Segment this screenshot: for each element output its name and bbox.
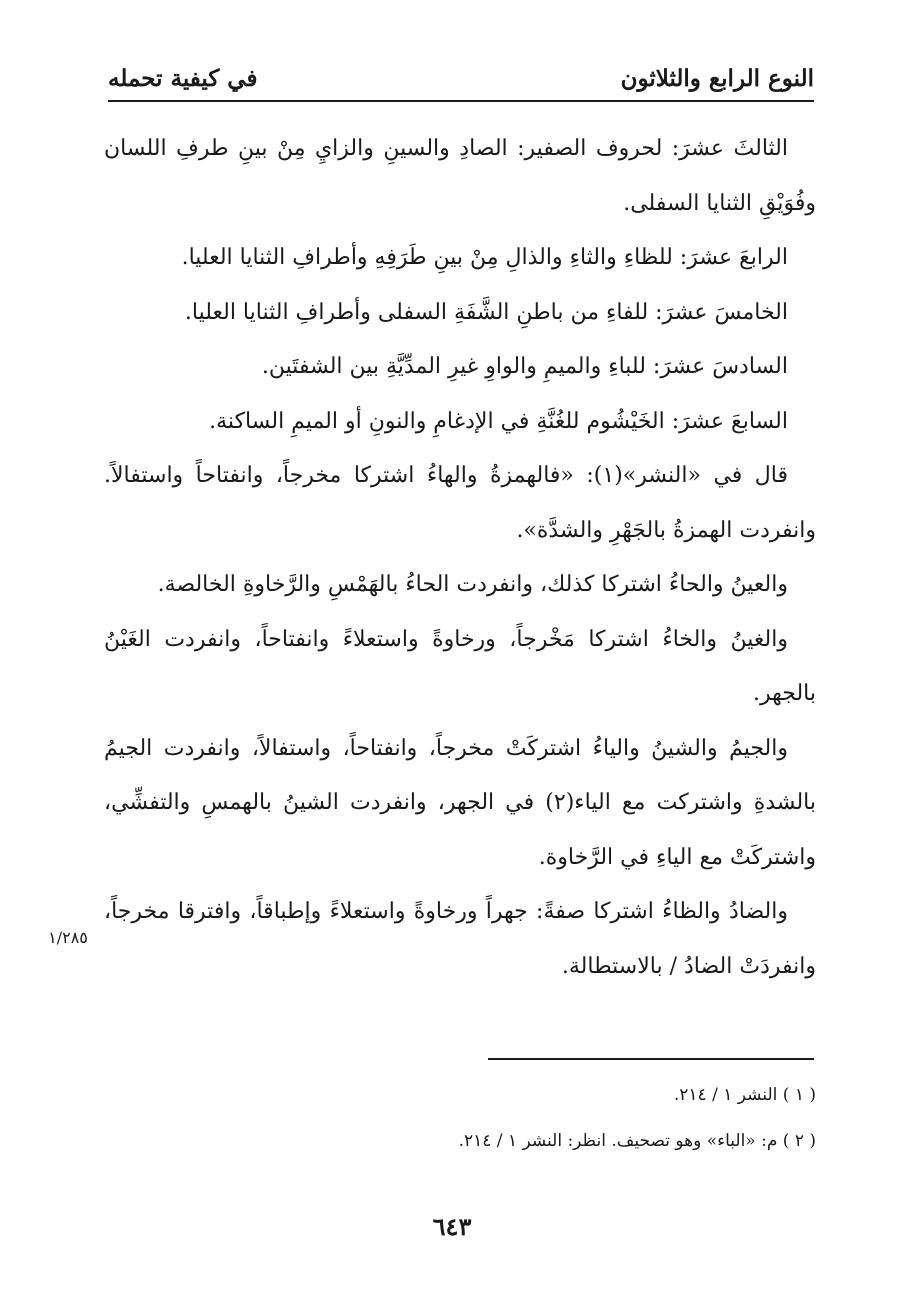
paragraph: والغينُ والخاءُ اشتركا مَخْرجاً، ورخاوةً واستعلاءً وانفتاحاً، وانفردت الغَيْنُ بالجهر. [104, 626, 816, 706]
paragraph: الرابعَ عشرَ: للظاءِ والثاءِ والذالِ مِنْ بينِ طَرَفِهِ وأطرافِ الثنايا العليا. [181, 245, 788, 270]
margin-page-reference: ١/٢٨٥ [48, 928, 88, 947]
paragraph: والضادُ والظاءُ اشتركا صفةً: جهراً ورخاوةً واستعلاءً وإطباقاً، وافترقا مخرجاً، وانفردَتْ الضادُ / بالاستطالة. [104, 899, 816, 979]
main-text [104, 122, 816, 994]
footnotes [300, 1072, 816, 1164]
chapter-title: النوع الرابع والثلاثون [620, 64, 814, 92]
footnote: ( ٢ ) م: «الباء» وهو تصحيف. انظر: النشر ١ / ٢١٤. [458, 1131, 816, 1151]
footnote: ( ١ ) النشر ١ / ٢١٤. [673, 1085, 816, 1105]
footnote-rule [488, 1058, 814, 1060]
page-number: ٦٤٣ [432, 1212, 472, 1241]
paragraph: والعينُ والحاءُ اشتركا كذلك، وانفردت الحاءُ بالهَمْسِ والرَّخاوةِ الخالصة. [157, 572, 788, 597]
paragraph: والجيمُ والشينُ والياءُ اشتركَتْ مخرجاً، وانفتاحاً، واستفالاً، وانفردت الجيمُ بالشدةِ واشتركت مع الياء(٢) في الجهر، وانفردت الشينُ بالهمسِ والتفشِّي، واشتركَتْ مع الياءِ في الرَّخاوة. [104, 735, 816, 870]
paragraph: السادسَ عشرَ: للباءِ والميمِ والواوِ غيرِ المدِّيَّةِ بين الشفتَين. [261, 354, 788, 379]
header-rule [108, 100, 814, 102]
paragraph: الخامسَ عشرَ: للفاءِ من باطنِ الشَّفَةِ السفلى وأطرافِ الثنايا العليا. [184, 299, 788, 325]
section-title: في كيفية تحمله [108, 64, 258, 92]
paragraph: قال في «النشر»(١): «فالهمزةُ والهاءُ اشتركا مخرجاً، وانفتاحاً واستفالاً. وانفردت الهمزةُ بالجَهْرِ والشدَّة». [104, 463, 816, 543]
paragraph: السابعَ عشرَ: الخَيْشُوم للغُنَّةِ في الإدغامِ والنونِ أو الميمِ الساكنة. [209, 408, 788, 434]
paragraph: الثالثَ عشرَ: لحروف الصفير: الصادِ والسينِ والزايِ مِنْ بينِ طرفِ اللسان وفُوَيْقِ الثنايا السفلى. [104, 136, 816, 216]
running-header [108, 58, 814, 98]
